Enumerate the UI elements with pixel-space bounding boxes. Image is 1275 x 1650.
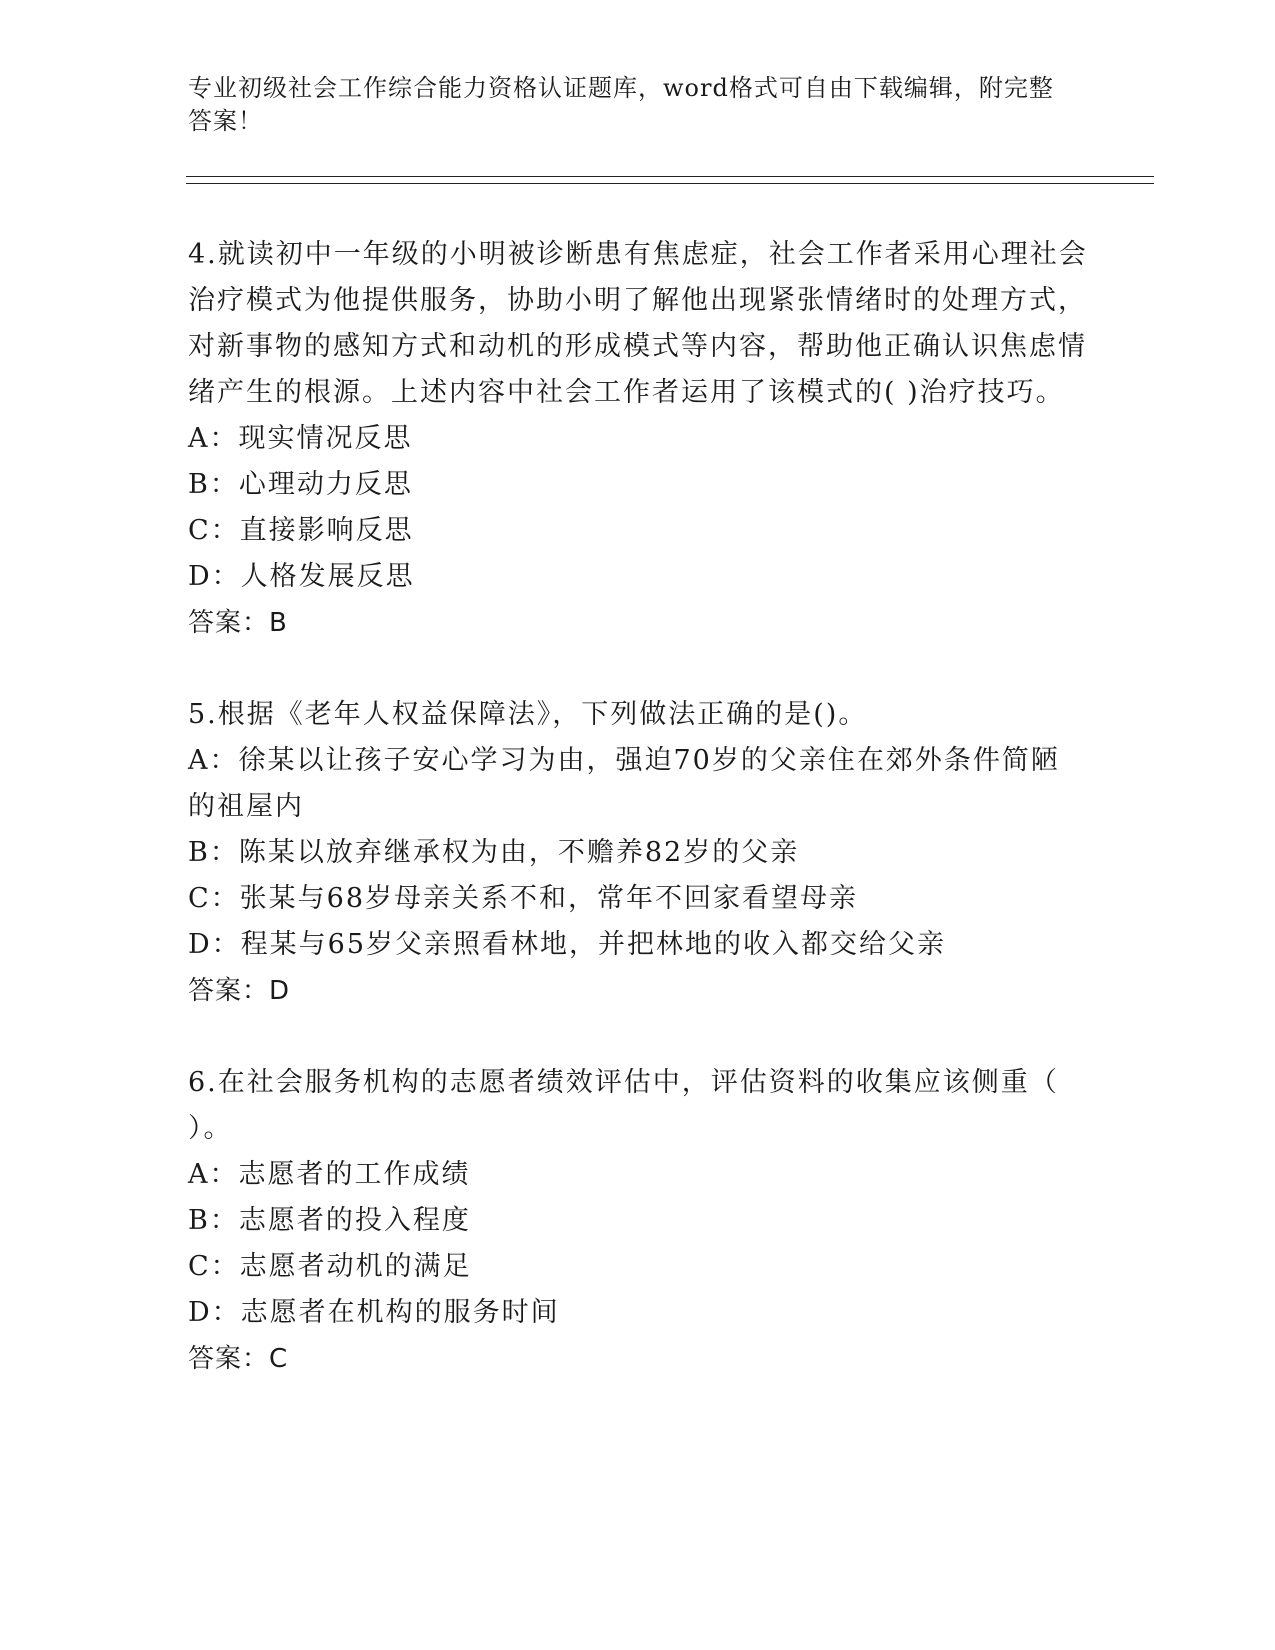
question-list xyxy=(188,232,1112,1428)
option-b: B：志愿者的投入程度 xyxy=(188,1205,471,1236)
option-b: B：心理动力反思 xyxy=(188,469,413,500)
question-stem: 4.就读初中一年级的小明被诊断患有焦虑症，社会工作者采用心理社会治疗模式为他提供服务，协助小明了解他出现紧张情绪时的处理方式，对新事物的感知方式和动机的形成模式等内容，帮助他正确认识焦虑情绪产生的根源。上述内容中社会工作者运用了该模式的( )治疗技巧。 xyxy=(188,239,1088,408)
option-c: C：张某与68岁母亲关系不和，常年不回家看望母亲 xyxy=(188,883,859,914)
option-d: D：程某与65岁父亲照看林地，并把林地的收入都交给父亲 xyxy=(188,929,947,960)
document-header: 专业初级社会工作综合能力资格认证题库，word格式可自由下载编辑，附完整答案！ xyxy=(188,74,1054,135)
header-double-rule xyxy=(186,176,1154,184)
question-stem: 6.在社会服务机构的志愿者绩效评估中，评估资料的收集应该侧重（ ）。 xyxy=(188,1067,1112,1144)
answer-line: 答案：B xyxy=(188,608,288,638)
answer-line: 答案：C xyxy=(188,1344,289,1374)
question-5 xyxy=(188,692,1088,1014)
option-a: A：志愿者的工作成绩 xyxy=(188,1159,471,1190)
option-a: A：现实情况反思 xyxy=(188,423,413,454)
question-4 xyxy=(188,232,1088,646)
option-b: B：陈某以放弃继承权为由，不赡养82岁的父亲 xyxy=(188,837,800,868)
option-d: D：志愿者在机构的服务时间 xyxy=(188,1297,560,1328)
question-stem: 5.根据《老年人权益保障法》，下列做法正确的是()。 xyxy=(188,699,868,730)
option-a: A：徐某以让孩子安心学习为由，强迫70岁的父亲住在郊外条件简陋的祖屋内 xyxy=(188,745,1060,822)
question-6 xyxy=(188,1060,1112,1382)
option-c: C：直接影响反思 xyxy=(188,515,414,546)
option-c: C：志愿者动机的满足 xyxy=(188,1251,472,1282)
option-d: D：人格发展反思 xyxy=(188,561,415,592)
answer-line: 答案：D xyxy=(188,976,291,1006)
